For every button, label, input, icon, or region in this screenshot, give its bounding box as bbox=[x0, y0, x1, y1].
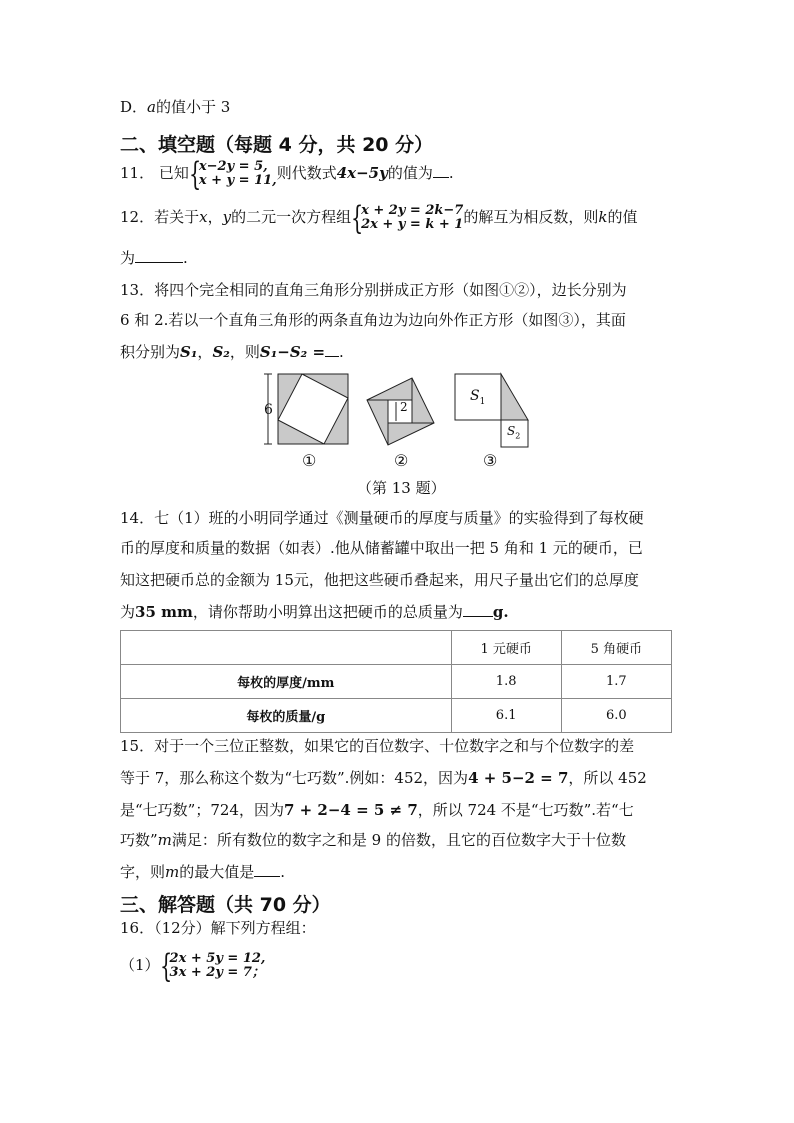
answer-blank[interactable] bbox=[135, 248, 183, 263]
figure-number-2: ② bbox=[394, 451, 409, 470]
section-heading-fill-in: 二、填空题（每题 4 分，共 20 分） bbox=[120, 134, 434, 156]
table-header-cell: 1 元硬币 bbox=[451, 631, 561, 665]
figure-13 bbox=[262, 368, 542, 482]
table-cell: 6.1 bbox=[451, 699, 561, 733]
question-15-line3: 是“七巧数”；724，因为7 + 2−4 = 5 ≠ 7，所以 724 不是“七巧数”.若“七 bbox=[120, 801, 634, 819]
figure-1-square bbox=[264, 374, 348, 444]
figure-label-6: 6 bbox=[264, 402, 273, 418]
question-16-title: 16．（12分）解下列方程组： bbox=[120, 919, 316, 937]
table-header-cell: 5 角硬币 bbox=[561, 631, 671, 665]
question-13-line2: 6 和 2.若以一个直角三角形的两条直角边为边向外作正方形（如图③），其面 bbox=[120, 311, 626, 329]
table-cell: 1.7 bbox=[561, 665, 671, 699]
section-heading-solutions: 三、解答题（共 70 分） bbox=[120, 894, 331, 916]
question-14-line3: 知这把硬币总的金额为 15元，他把这些硬币叠起来，用尺子量出它们的总厚度 bbox=[120, 571, 639, 589]
question-15-line1: 15．对于一个三位正整数，如果它的百位数字、十位数字之和与个位数字的差 bbox=[120, 737, 635, 755]
table-cell: 6.0 bbox=[561, 699, 671, 733]
question-15-line4: 巧数”m满足：所有数位的数字之和是 9 的倍数，且它的百位数字大于十位数 bbox=[120, 831, 626, 849]
answer-blank[interactable] bbox=[325, 342, 339, 357]
figure-label-2: 2 bbox=[400, 400, 408, 414]
equation-system: { x + 2y = 2k−7 2x + y = k + 1 bbox=[351, 199, 464, 237]
question-12: 12．若关于x，y的二元一次方程组 { x + 2y = 2k−7 2x + y = k + 1 的解互为相反数，则k的值 bbox=[120, 199, 638, 237]
question-14-line4: 为35 mm，请你帮助小明算出这把硬币的总质量为 g. bbox=[120, 603, 509, 621]
equation-system: { 2x + 5y = 12, 3x + 2y = 7； bbox=[159, 947, 266, 985]
table-row-label: 每枚的厚度/mm bbox=[121, 665, 452, 699]
question-13-line1: 13．将四个完全相同的直角三角形分别拼成正方形（如图①②），边长分别为 bbox=[120, 281, 627, 299]
table-header-row bbox=[121, 631, 672, 665]
table-row bbox=[121, 699, 672, 733]
table-header-cell bbox=[121, 631, 452, 665]
figure-number-3: ③ bbox=[483, 451, 498, 470]
question-15-line5: 字，则m的最大值是 . bbox=[120, 863, 286, 881]
option-d: D．a的值小于 3 bbox=[120, 98, 231, 116]
table-row-label: 每枚的质量/g bbox=[121, 699, 452, 733]
answer-blank[interactable] bbox=[463, 602, 493, 617]
answer-blank[interactable] bbox=[254, 862, 280, 877]
question-15-line2: 等于 7，那么称这个数为“七巧数”.例如：452，因为4 + 5−2 = 7，所以 452 bbox=[120, 769, 647, 787]
question-12-line2: 为 . bbox=[120, 249, 188, 267]
question-13-line3: 积分别为S₁，S₂，则S₁−S₂ = . bbox=[120, 343, 344, 361]
question-14-line1: 14．七（1）班的小明同学通过《测量硬币的厚度与质量》的实验得到了每枚硬 bbox=[120, 509, 644, 527]
table-row bbox=[121, 665, 672, 699]
figure-13-caption: （第 13 题） bbox=[357, 479, 446, 497]
equation-system: { x−2y = 5, x + y = 11, bbox=[188, 155, 277, 193]
answer-blank[interactable] bbox=[433, 163, 449, 178]
figure-label-s2: $S_2$ bbox=[507, 424, 521, 441]
question-14-line2: 币的厚度和质量的数据（如表）.他从储蓄罐中取出一把 5 角和 1 元的硬币，已 bbox=[120, 539, 643, 557]
coin-data-table bbox=[120, 630, 672, 733]
figure-label-s1: $S_1$ bbox=[470, 388, 486, 407]
question-11: 11． 已知 { x−2y = 5, x + y = 11, 则代数式4x−5y的值为 . bbox=[120, 155, 454, 193]
table-cell: 1.8 bbox=[451, 665, 561, 699]
question-16-part1: （1） { 2x + 5y = 12, 3x + 2y = 7； bbox=[120, 947, 266, 985]
figure-number-1: ① bbox=[302, 451, 317, 470]
